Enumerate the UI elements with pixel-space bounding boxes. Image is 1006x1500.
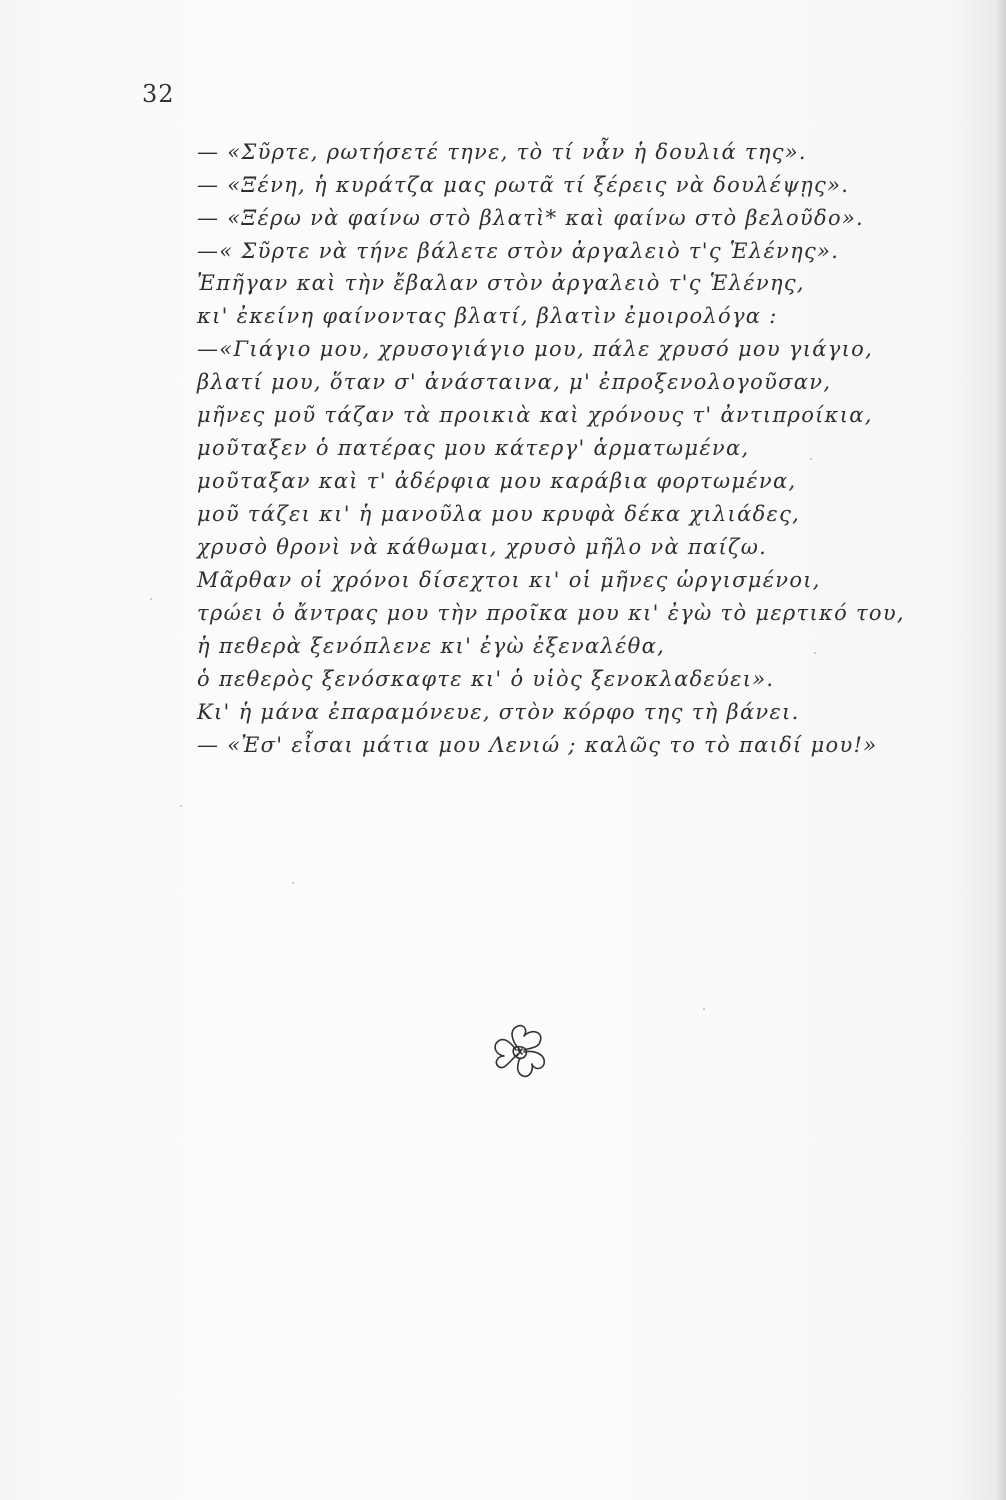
paper-speck xyxy=(292,882,294,884)
poem-line: Μᾶρθαν οἱ χρόνοι δίσεχτοι κι' οἱ μῆνες ὡργισμένοι, xyxy=(197,568,821,592)
poem-line: χρυσὸ θρονὶ νὰ κάθωμαι, χρυσὸ μῆλο νὰ παίζω. xyxy=(197,535,768,559)
poem-line: —« Σῦρτε νὰ τήνε βάλετε στὸν ἀργαλειὸ τ'ς Ἑλένης». xyxy=(197,239,840,263)
flower-ornament-icon xyxy=(488,1020,552,1084)
poem-line: ὁ πεθερὸς ξενόσκαφτε κι' ὁ υἱὸς ξενοκλαδεύει». xyxy=(197,667,775,691)
poem-line: — «Σῦρτε, ρωτήσετέ τηνε, τὸ τί νἆν ἡ δουλιά της». xyxy=(197,140,807,164)
poem-line: Κι' ἡ μάνα ἐπαραμόνευε, στὸν κόρφο της τὴ βάνει. xyxy=(197,700,800,724)
page-edge-shadow xyxy=(994,0,1006,1500)
poem-line: μῆνες μοῦ τάζαν τὰ προικιὰ καὶ χρόνους τ' ἀντιπροίκια, xyxy=(197,403,873,427)
poem-line: — «Ξέρω νὰ φαίνω στὸ βλατὶ* καὶ φαίνω στὸ βελοῦδο». xyxy=(197,206,865,230)
poem-line: —«Γιάγιο μου, χρυσογιάγιο μου, πάλε χρυσό μου γιάγιο, xyxy=(197,337,874,361)
paper-speck xyxy=(150,598,152,600)
paper-speck xyxy=(814,652,816,654)
poem-line: — «Ξένη, ἡ κυράτζα μας ρωτᾶ τί ξέρεις νὰ δουλέψῃς». xyxy=(197,173,850,197)
poem-line: μοῦ τάζει κι' ἡ μανοῦλα μου κρυφὰ δέκα χιλιάδες, xyxy=(197,502,801,526)
poem-line: μοῦταξαν καὶ τ' ἀδέρφια μου καράβια φορτωμένα, xyxy=(197,469,797,493)
paper-speck xyxy=(810,458,812,460)
poem-line: τρώει ὁ ἄντρας μου τὴν προῖκα μου κι' ἐγὼ τὸ μερτικό του, xyxy=(197,601,905,625)
poem-line: ἡ πεθερὰ ξενόπλενε κι' ἐγὼ ἐξεναλέθα, xyxy=(197,634,666,658)
poem-line: μοῦταξεν ὁ πατέρας μου κάτεργ' ἁρματωμένα, xyxy=(197,436,750,460)
poem-line: — «Ἐσ' εἶσαι μάτια μου Λενιώ ; καλῶς το τὸ παιδί μου!» xyxy=(197,733,878,757)
poem-line: Ἐπῆγαν καὶ τὴν ἔβαλαν στὸν ἀργαλειὸ τ'ς Ἑλένης, xyxy=(197,271,805,295)
poem-line: κι' ἐκείνη φαίνοντας βλατί, βλατὶν ἐμοιρολόγα : xyxy=(197,304,778,328)
paper-speck xyxy=(703,1008,705,1010)
poem-line: βλατί μου, ὅταν σ' ἀνάσταινα, μ' ἐπροξενολογοῦσαν, xyxy=(197,370,832,394)
paper-speck xyxy=(180,805,182,807)
page-number: 32 xyxy=(142,80,175,108)
